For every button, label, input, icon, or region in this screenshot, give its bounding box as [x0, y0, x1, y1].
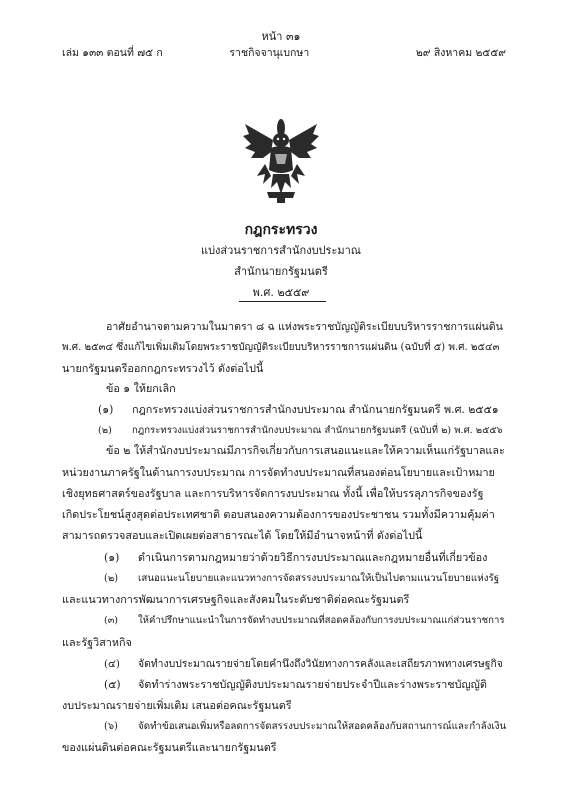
garuda-emblem-icon: [243, 118, 319, 204]
document-agency: สำนักนายกรัฐมนตรี: [234, 265, 328, 278]
list-item: [104, 572, 499, 586]
list-item: [104, 678, 487, 692]
item-text: จัดทำร่างพระราชบัญญัติงบประมาณรายจ่ายประจำปีและร่างพระราชบัญญัติ: [138, 678, 487, 691]
list-item: [98, 403, 499, 417]
list-item: [104, 551, 487, 565]
clause-line: สามารถตรวจสอบและเปิดเผยต่อสาธารณะได้ โดยให้มีอำนาจหน้าที่ ดังต่อไปนี้: [62, 529, 423, 542]
preamble-line: อาศัยอำนาจตามความในมาตรา ๘ ฉ แห่งพระราชบัญญัติระเบียบบริหารราชการแผ่นดิน: [106, 321, 503, 333]
item-number: (๓): [104, 615, 119, 626]
item-continuation: และแนวทางการพัฒนาการเศรษฐกิจและสังคมในระดับชาติต่อคณะรัฐมนตรี: [62, 593, 410, 606]
publish-date: ๒๙ สิงหาคม ๒๕๕๙: [415, 47, 506, 59]
list-item: [104, 657, 503, 671]
list-item: [104, 614, 505, 628]
item-text: ให้คำปรึกษาแนะนำในการจัดทำงบประมาณที่สอดคล้องกับการงบประมาณแก่ส่วนราชการ: [138, 615, 505, 626]
item-continuation: ของแผ่นดินต่อคณะรัฐมนตรีและนายกรัฐมนตรี: [62, 741, 277, 754]
list-item: [98, 424, 503, 438]
item-number: (๑): [98, 403, 114, 416]
document-title: กฎกระทรวง: [244, 222, 318, 238]
page-number: หน้า ๓๑: [261, 30, 301, 43]
item-number: (๔): [104, 658, 120, 670]
item-number: (๕): [104, 678, 121, 691]
item-text: จัดทำงบประมาณรายจ่ายโดยคำนึงถึงวินัยทางการคลังและเสถียรภาพทางเศรษฐกิจ: [138, 658, 503, 670]
clause-line: ข้อ ๒ ให้สำนักงบประมาณมีภารกิจเกี่ยวกับการเสนอแนะและให้ความเห็นแก่รัฐบาลและ: [106, 444, 505, 457]
preamble-line: นายกรัฐมนตรีออกกฎกระทรวงไว้ ดังต่อไปนี้: [62, 362, 264, 375]
item-number: (๖): [104, 721, 118, 732]
item-text: กฎกระทรวงแบ่งส่วนราชการสำนักงบประมาณ สำนักนายกรัฐมนตรี (ฉบับที่ ๒) พ.ศ. ๒๕๕๖: [132, 425, 503, 436]
gazette-header: [62, 44, 506, 61]
preamble-line: พ.ศ. ๒๕๓๔ ซึ่งแก้ไขเพิ่มเติมโดยพระราชบัญญัติระเบียบบริหารราชการแผ่นดิน (ฉบับที่ ๕) พ.ศ. ๒๕๔๓: [62, 342, 500, 353]
clause-line: เกิดประโยชน์สูงสุดต่อประเทศชาติ ตอบสนองความต้องการของประชาชน รวมทั้งมีความคุ้มค่า: [62, 508, 495, 521]
item-continuation: และรัฐวิสาหกิจ: [62, 636, 132, 649]
clause-line: เชิงยุทธศาสตร์ของรัฐบาล และการบริหารจัดการงบประมาณ ทั้งนี้ เพื่อให้บรรลุภารกิจของรัฐ: [62, 487, 484, 500]
item-text: กฎกระทรวงแบ่งส่วนราชการสำนักงบประมาณ สำนักนายกรัฐมนตรี พ.ศ. ๒๕๕๑: [132, 403, 499, 416]
item-number: (๒): [98, 425, 112, 436]
item-text: เสนอแนะนโยบายและแนวทางการจัดสรรงบประมาณให้เป็นไปตามแนวนโยบายแห่งรัฐ: [138, 573, 500, 584]
document-subtitle: แบ่งส่วนราชการสำนักงบประมาณ: [200, 244, 361, 257]
list-item: [104, 720, 506, 734]
item-text: จัดทำข้อเสนอเพิ่มหรือลดการจัดสรรงบประมาณให้สอดคล้องกับสถานการณ์และกำลังเงิน: [138, 721, 507, 732]
gazette-name: ราชกิจจานุเบกษา: [229, 47, 310, 59]
document-year: พ.ศ. ๒๕๕๙: [252, 286, 310, 299]
item-text: ดำเนินการตามกฎหมายว่าด้วยวิธีการงบประมาณและกฎหมายอื่นที่เกี่ยวข้อง: [138, 551, 488, 564]
item-number: (๑): [104, 551, 120, 564]
clause-heading: ข้อ ๑ ให้ยกเลิก: [106, 382, 176, 395]
volume-info: เล่ม ๑๓๓ ตอนที่ ๗๕ ก: [62, 47, 163, 59]
clause-line: หน่วยงานภาครัฐในด้านการงบประมาณ การจัดทำงบประมาณที่สนองต่อนโยบายและเป้าหมาย: [62, 466, 495, 479]
title-divider: [239, 301, 326, 302]
item-continuation: งบประมาณรายจ่ายเพิ่มเติม เสนอต่อคณะรัฐมนตรี: [62, 699, 292, 712]
item-number: (๒): [104, 573, 119, 584]
